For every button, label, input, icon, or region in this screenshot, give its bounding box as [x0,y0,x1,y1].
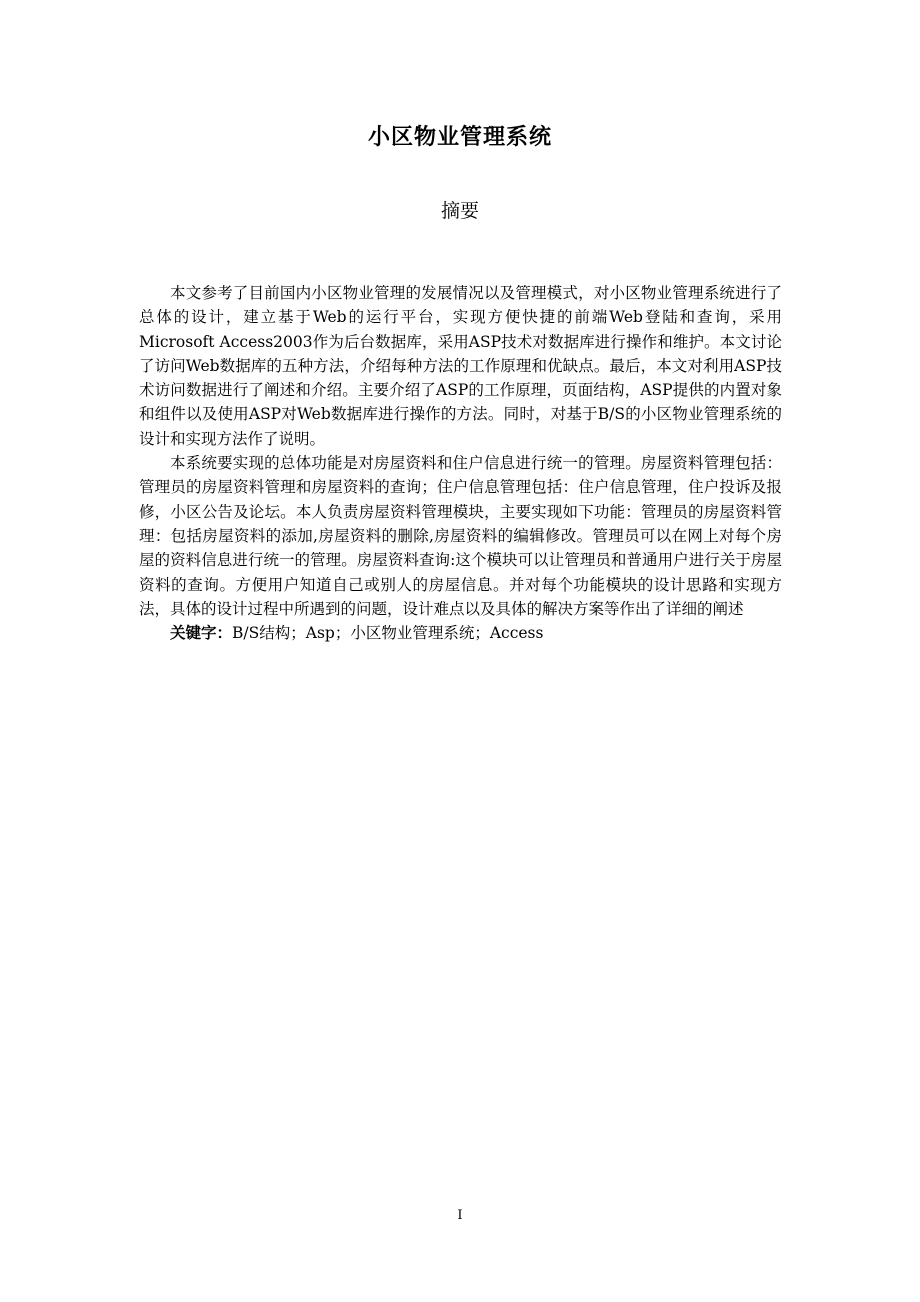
keywords-text: B/S结构；Asp；小区物业管理系统；Access [232,624,544,643]
keywords-label: 关键字： [170,624,233,643]
document-title: 小区物业管理系统 [367,125,552,150]
abstract-paragraph-1: 本文参考了目前国内小区物业管理的发展情况以及管理模式，对小区物业管理系统进行了总体的设计，建立基于Web的运行平台，实现方便快捷的前端Web登陆和查询，采用Microsoft Access2003作为后台数据库，采用ASP技术对数据库进行操作和维护。本文讨论了访问Web数据库的五种方法，介绍每种方法的工作原理和优缺点。最后，本文对利用ASP技术访问数据进行了阐述和介绍。主要介绍了ASP的工作原理，页面结构，ASP提供的内置对象和组件以及使用ASP对Web数据库进行操作的方法。同时，对基于B/S的小区物业管理系统的设计和实现方法作了说明。 [139,284,782,448]
abstract-heading: 摘要 [440,200,479,222]
page-number: I [457,1208,463,1223]
abstract-paragraph-2: 本系统要实现的总体功能是对房屋资料和住户信息进行统一的管理。房屋资料管理包括：管理员的房屋资料管理和房屋资料的查询；住户信息管理包括：住户信息管理，住户投诉及报修，小区公告及论坛。本人负责房屋资料管理模块，主要实现如下功能：管理员的房屋资料管理：包括房屋资料的添加,房屋资料的删除,房屋资料的编辑修改。管理员可以在网上对每个房屋的资料信息进行统一的管理。房屋资料查询:这个模块可以让管理员和普通用户进行关于房屋资料的查询。方便用户知道自己或别人的房屋信息。并对每个功能模块的设计思路和实现方法，具体的设计过程中所遇到的问题，设计难点以及具体的解决方案等作出了详细的阐述 [139,454,782,618]
keywords-line [139,621,782,645]
abstract-body [139,281,782,645]
